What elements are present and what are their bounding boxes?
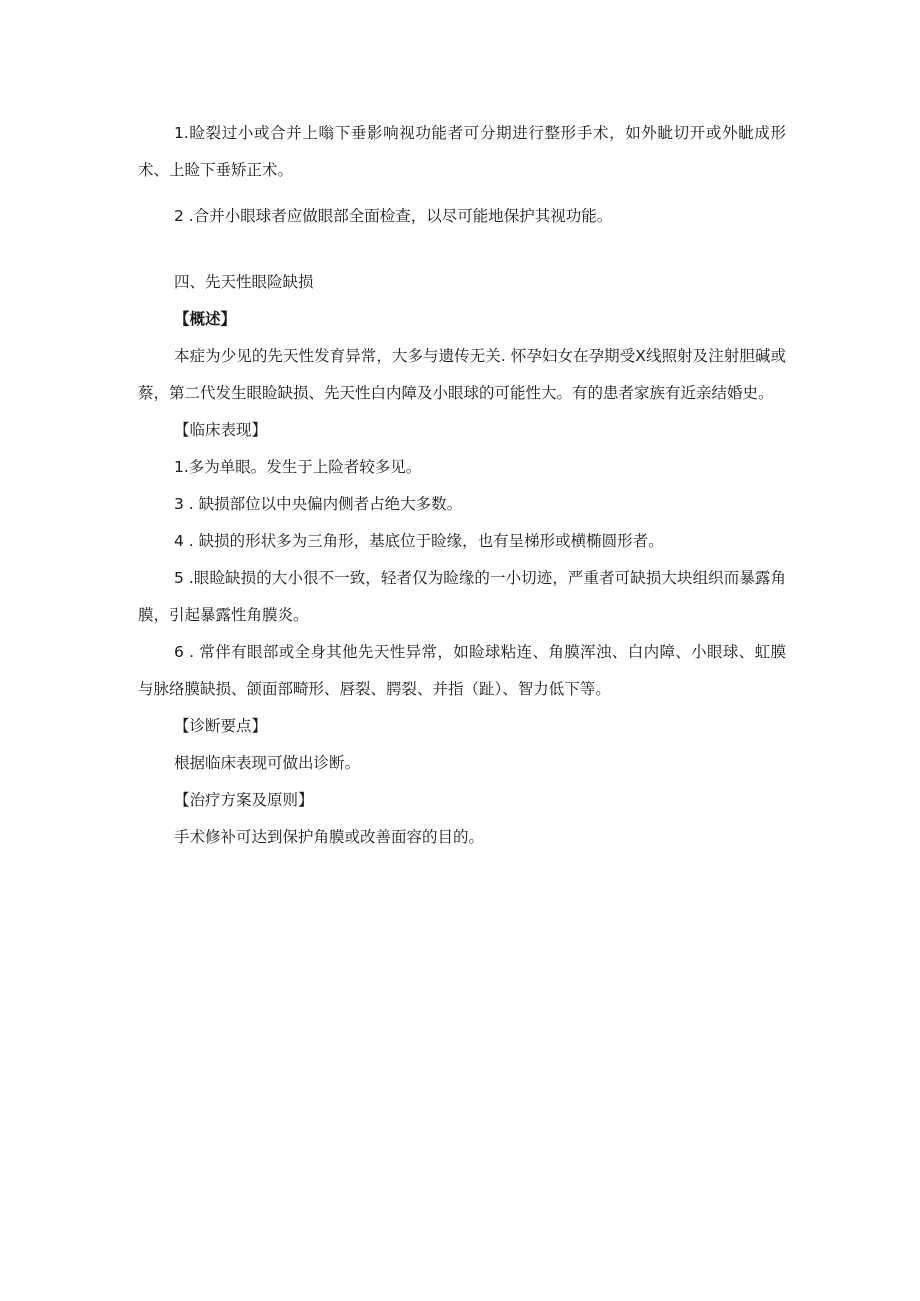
clinical-item-1: 1.多为单眼。发生于上险者较多见。	[174, 458, 422, 476]
heading-treatment: 【治疗方案及原则】	[174, 791, 314, 809]
clinical-item-5: 5 .眼睑缺损的大小很不一致，轻者仅为睑缘的一小切迹，严重者可缺损大块组织而暴露角膜，引起暴露性角膜炎。	[138, 569, 786, 624]
heading-diagnosis: 【诊断要点】	[174, 717, 268, 735]
heading-overview: 【概述】	[174, 310, 237, 328]
clinical-item-4: 4 . 缺损的形状多为三角形，基底位于睑缘，也有呈梯形或横椭圆形者。	[174, 532, 664, 550]
paragraph-treatment-item-2: 2 .合并小眼球者应做眼部全面检查，以尽可能地保护其视功能。	[174, 207, 613, 225]
paragraph-diagnosis: 根据临床表现可做出诊断。	[174, 754, 361, 772]
clinical-item-6: 6 . 常伴有眼部或全身其他先天性异常，如睑球粘连、角膜浑浊、白内障、小眼球、虹膜与脉络膜缺损、颌面部畸形、唇裂、腭裂、并指（趾）、智力低下等。	[138, 643, 786, 698]
document-body	[138, 115, 786, 856]
heading-clinical: 【临床表现】	[174, 421, 268, 439]
paragraph-treatment-item-1: 1.睑裂过小或合并上嗡下垂影响视功能者可分期进行整形手术，如外眦切开或外眦成形术、上睑下垂矫正术。	[138, 124, 786, 179]
clinical-item-3: 3 . 缺损部位以中央偏内侧者占绝大多数。	[174, 495, 463, 513]
section-title: 四、先天性眼险缺损	[174, 273, 314, 291]
paragraph-overview: 本症为少见的先天性发育异常，大多与遗传无关. 怀孕妇女在孕期受X线照射及注射胆碱或蔡，第二代发生眼睑缺损、先天性白内障及小眼球的可能性大。有的患者家族有近亲结婚史。	[138, 347, 786, 402]
paragraph-treatment: 手术修补可达到保护角膜或改善面容的目的。	[174, 828, 485, 846]
